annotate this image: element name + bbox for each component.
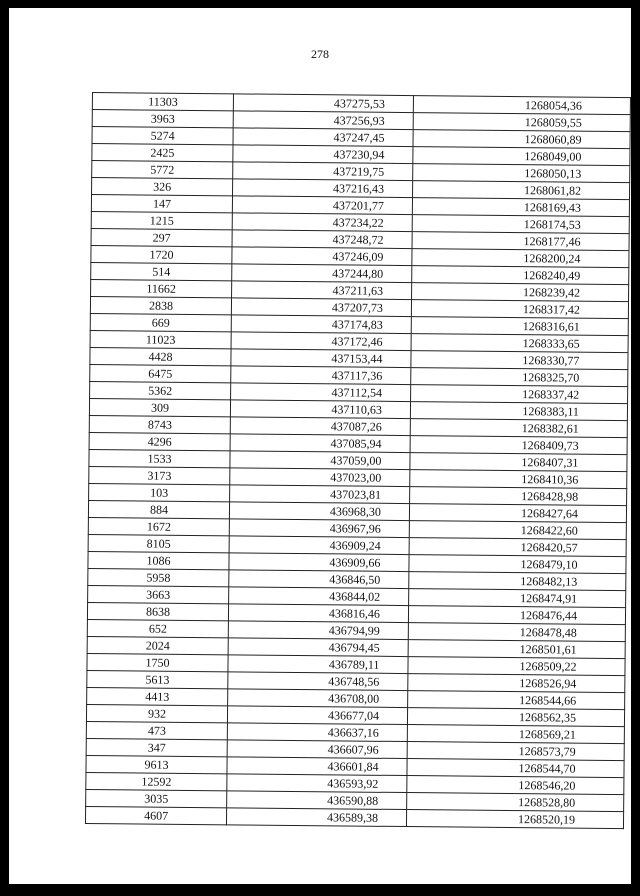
- x-coordinate-cell: 436794,99: [228, 621, 408, 640]
- y-coordinate-cell: 1268476,44: [408, 606, 625, 625]
- x-coordinate-cell: 437248,72: [232, 230, 412, 249]
- x-coordinate-cell: 437174,83: [231, 315, 411, 334]
- point-number-cell: 2838: [90, 296, 231, 314]
- y-coordinate-cell: 1268526,94: [408, 674, 625, 693]
- point-number-cell: 2024: [87, 636, 228, 654]
- y-coordinate-cell: 1268382,61: [410, 419, 627, 438]
- point-number-cell: 8638: [87, 602, 228, 620]
- x-coordinate-cell: 437246,09: [232, 247, 412, 266]
- x-coordinate-cell: 437087,26: [230, 417, 410, 436]
- point-number-cell: 514: [91, 262, 232, 280]
- y-coordinate-cell: 1268569,21: [407, 725, 624, 744]
- y-coordinate-cell: 1268562,35: [407, 708, 624, 727]
- x-coordinate-cell: 436816,46: [229, 604, 409, 623]
- point-number-cell: 11303: [92, 93, 233, 111]
- y-coordinate-cell: 1268501,61: [408, 640, 625, 659]
- point-number-cell: 3663: [88, 585, 229, 603]
- x-coordinate-cell: 436909,66: [229, 553, 409, 572]
- y-coordinate-cell: 1268420,57: [409, 538, 626, 557]
- y-coordinate-cell: 1268544,66: [408, 691, 625, 710]
- point-number-cell: 5613: [87, 670, 228, 688]
- point-number-cell: 11023: [90, 330, 231, 348]
- y-coordinate-cell: 1268317,42: [411, 300, 628, 319]
- point-number-cell: 1533: [89, 449, 230, 467]
- y-coordinate-cell: 1268174,53: [412, 215, 629, 234]
- coordinates-table: [85, 92, 631, 829]
- x-coordinate-cell: 437059,00: [230, 451, 410, 470]
- x-coordinate-cell: 437219,75: [233, 162, 413, 181]
- y-coordinate-cell: 1268330,77: [411, 351, 628, 370]
- x-coordinate-cell: 437023,81: [230, 485, 410, 504]
- y-coordinate-cell: 1268333,65: [411, 334, 628, 353]
- x-coordinate-cell: 436607,96: [227, 740, 407, 759]
- x-coordinate-cell: 437244,80: [232, 264, 412, 283]
- x-coordinate-cell: 436789,11: [228, 655, 408, 674]
- point-number-cell: 11662: [91, 279, 232, 297]
- x-coordinate-cell: 436909,24: [229, 536, 409, 555]
- document-page: [9, 8, 631, 884]
- point-number-cell: 3963: [92, 110, 233, 128]
- y-coordinate-cell: 1268316,61: [411, 317, 628, 336]
- x-coordinate-cell: 436748,56: [228, 672, 408, 691]
- y-coordinate-cell: 1268479,10: [409, 555, 626, 574]
- x-coordinate-cell: 436601,84: [227, 757, 407, 776]
- point-number-cell: 4428: [90, 347, 231, 365]
- point-number-cell: 347: [86, 738, 227, 756]
- point-number-cell: 5362: [90, 381, 231, 399]
- x-coordinate-cell: 437211,63: [232, 281, 412, 300]
- point-number-cell: 8743: [89, 415, 230, 433]
- x-coordinate-cell: 436846,50: [229, 570, 409, 589]
- y-coordinate-cell: 1268407,31: [410, 453, 627, 472]
- y-coordinate-cell: 1268050,13: [413, 164, 630, 183]
- x-coordinate-cell: 436589,38: [227, 808, 407, 827]
- point-number-cell: 3035: [86, 789, 227, 807]
- y-coordinate-cell: 1268200,24: [412, 249, 629, 268]
- y-coordinate-cell: 1268409,73: [410, 436, 627, 455]
- y-coordinate-cell: 1268061,82: [412, 181, 629, 200]
- x-coordinate-cell: 436708,00: [228, 689, 408, 708]
- point-number-cell: 4296: [89, 432, 230, 450]
- x-coordinate-cell: 437216,43: [233, 179, 413, 198]
- point-number-cell: 4607: [85, 806, 226, 824]
- x-coordinate-cell: 437117,36: [231, 366, 411, 385]
- y-coordinate-cell: 1268544,70: [407, 759, 624, 778]
- x-coordinate-cell: 437172,46: [231, 332, 411, 351]
- point-number-cell: 652: [87, 619, 228, 637]
- x-coordinate-cell: 437023,00: [230, 468, 410, 487]
- y-coordinate-cell: 1268520,19: [406, 810, 623, 829]
- point-number-cell: 1086: [88, 551, 229, 569]
- y-coordinate-cell: 1268239,42: [411, 283, 628, 302]
- point-number-cell: 1720: [91, 245, 232, 263]
- point-number-cell: 5958: [88, 568, 229, 586]
- x-coordinate-cell: 437112,54: [231, 383, 411, 402]
- x-coordinate-cell: 437247,45: [233, 128, 413, 147]
- point-number-cell: 1215: [91, 211, 232, 229]
- point-number-cell: 8105: [88, 534, 229, 552]
- x-coordinate-cell: 436794,45: [228, 638, 408, 657]
- x-coordinate-cell: 437201,77: [232, 196, 412, 215]
- point-number-cell: 147: [91, 195, 232, 213]
- x-coordinate-cell: 437085,94: [230, 434, 410, 453]
- point-number-cell: 2425: [92, 144, 233, 162]
- x-coordinate-cell: 436677,04: [228, 706, 408, 725]
- y-coordinate-cell: 1268428,98: [410, 487, 627, 506]
- y-coordinate-cell: 1268337,42: [410, 385, 627, 404]
- y-coordinate-cell: 1268482,13: [409, 572, 626, 591]
- x-coordinate-cell: 436967,96: [229, 519, 409, 538]
- point-number-cell: 473: [86, 721, 227, 739]
- y-coordinate-cell: 1268474,91: [409, 589, 626, 608]
- point-number-cell: 669: [90, 313, 231, 331]
- point-number-cell: 1750: [87, 653, 228, 671]
- point-number-cell: 932: [86, 704, 227, 722]
- point-number-cell: 297: [91, 228, 232, 246]
- y-coordinate-cell: 1268427,64: [409, 504, 626, 523]
- point-number-cell: 5772: [92, 161, 233, 179]
- x-coordinate-cell: 437207,73: [231, 298, 411, 317]
- y-coordinate-cell: 1268325,70: [411, 368, 628, 387]
- x-coordinate-cell: 436590,88: [227, 791, 407, 810]
- y-coordinate-cell: 1268059,55: [413, 113, 630, 132]
- x-coordinate-cell: 437234,22: [232, 213, 412, 232]
- y-coordinate-cell: 1268546,20: [407, 776, 624, 795]
- point-number-cell: 12592: [86, 772, 227, 790]
- x-coordinate-cell: 436968,30: [230, 502, 410, 521]
- x-coordinate-cell: 436637,16: [227, 723, 407, 742]
- y-coordinate-cell: 1268410,36: [410, 470, 627, 489]
- x-coordinate-cell: 436844,02: [229, 587, 409, 606]
- x-coordinate-cell: 437110,63: [230, 400, 410, 419]
- point-number-cell: 103: [89, 483, 230, 501]
- y-coordinate-cell: 1268240,49: [412, 266, 629, 285]
- point-number-cell: 884: [88, 500, 229, 518]
- x-coordinate-cell: 437256,93: [233, 111, 413, 130]
- point-number-cell: 5274: [92, 127, 233, 145]
- point-number-cell: 326: [92, 178, 233, 196]
- point-number-cell: 309: [89, 398, 230, 416]
- y-coordinate-cell: 1268509,22: [408, 657, 625, 676]
- point-number-cell: 9613: [86, 755, 227, 773]
- y-coordinate-cell: 1268060,89: [413, 130, 630, 149]
- x-coordinate-cell: 436593,92: [227, 774, 407, 793]
- point-number-cell: 3173: [89, 466, 230, 484]
- y-coordinate-cell: 1268169,43: [412, 198, 629, 217]
- y-coordinate-cell: 1268054,36: [413, 96, 630, 115]
- y-coordinate-cell: 1268573,79: [407, 742, 624, 761]
- y-coordinate-cell: 1268422,60: [409, 521, 626, 540]
- y-coordinate-cell: 1268049,00: [413, 147, 630, 166]
- point-number-cell: 4413: [87, 687, 228, 705]
- y-coordinate-cell: 1268528,80: [407, 793, 624, 812]
- y-coordinate-cell: 1268383,11: [410, 402, 627, 421]
- y-coordinate-cell: 1268478,48: [408, 623, 625, 642]
- x-coordinate-cell: 437275,53: [233, 94, 413, 113]
- y-coordinate-cell: 1268177,46: [412, 232, 629, 251]
- x-coordinate-cell: 437153,44: [231, 349, 411, 368]
- point-number-cell: 1672: [88, 517, 229, 535]
- point-number-cell: 6475: [90, 364, 231, 382]
- x-coordinate-cell: 437230,94: [233, 145, 413, 164]
- page-number: 278: [311, 47, 329, 61]
- table-body: [85, 93, 630, 829]
